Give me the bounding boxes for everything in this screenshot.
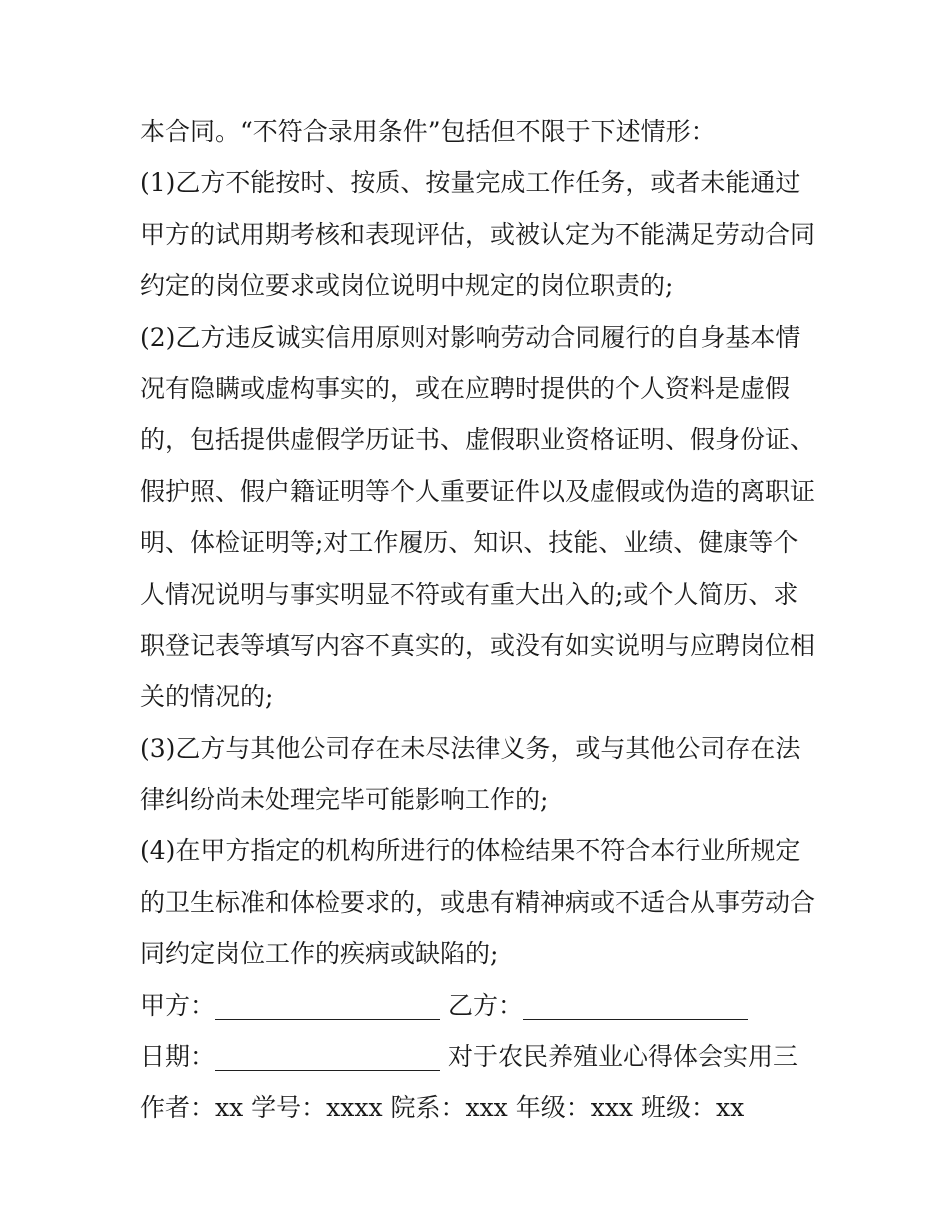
text-line: (3)乙方与其他公司存在未尽法律义务，或与其他公司存在法 [140,733,801,763]
text-line: 律纠纷尚未处理完毕可能影响工作的; [140,785,549,815]
text-line: 的卫生标准和体检要求的，或患有精神病或不适合从事劳动合 [140,887,816,917]
date-line: 日期：__________________ 对于农民养殖业心得体会实用三 [140,1042,798,1072]
text-line: 职登记表等填写内容不真实的，或没有如实说明与应聘岗位相 [140,630,816,660]
author-line: 作者：xx 学号：xxxx 院系：xxx 年级：xxx 班级：xx [140,1093,745,1123]
text-line: 本合同。“不符合录用条件”包括但不限于下述情形： [140,117,716,146]
text-line: 关的情况的; [140,682,274,712]
text-line: 同约定岗位工作的疾病或缺陷的; [140,939,499,969]
document-body [140,106,820,1134]
text-line: 假护照、假户籍证明等个人重要证件以及虚假或伪造的离职证 [140,476,816,506]
text-line: (2)乙方违反诚实信用原则对影响劳动合同履行的自身基本情 [140,322,801,352]
text-line: 人情况说明与事实明显不符或有重大出入的;或个人简历、求 [140,579,799,609]
signature-line: 甲方：__________________ 乙方：__________________ [140,990,748,1020]
text-line: 况有隐瞒或虚构事实的，或在应聘时提供的个人资料是虚假 [140,373,791,403]
text-line: (4)在甲方指定的机构所进行的体检结果不符合本行业所规定 [140,836,801,866]
text-line: 甲方的试用期考核和表现评估，或被认定为不能满足劳动合同 [140,219,816,249]
text-line: 约定的岗位要求或岗位说明中规定的岗位职责的; [140,271,674,301]
text-line: 明、体检证明等;对工作履历、知识、技能、业绩、健康等个 [140,528,799,558]
text-line: (1)乙方不能按时、按质、按量完成工作任务，或者未能通过 [140,168,801,198]
text-line: 的，包括提供虚假学历证书、虚假职业资格证明、假身份证、 [140,425,816,455]
